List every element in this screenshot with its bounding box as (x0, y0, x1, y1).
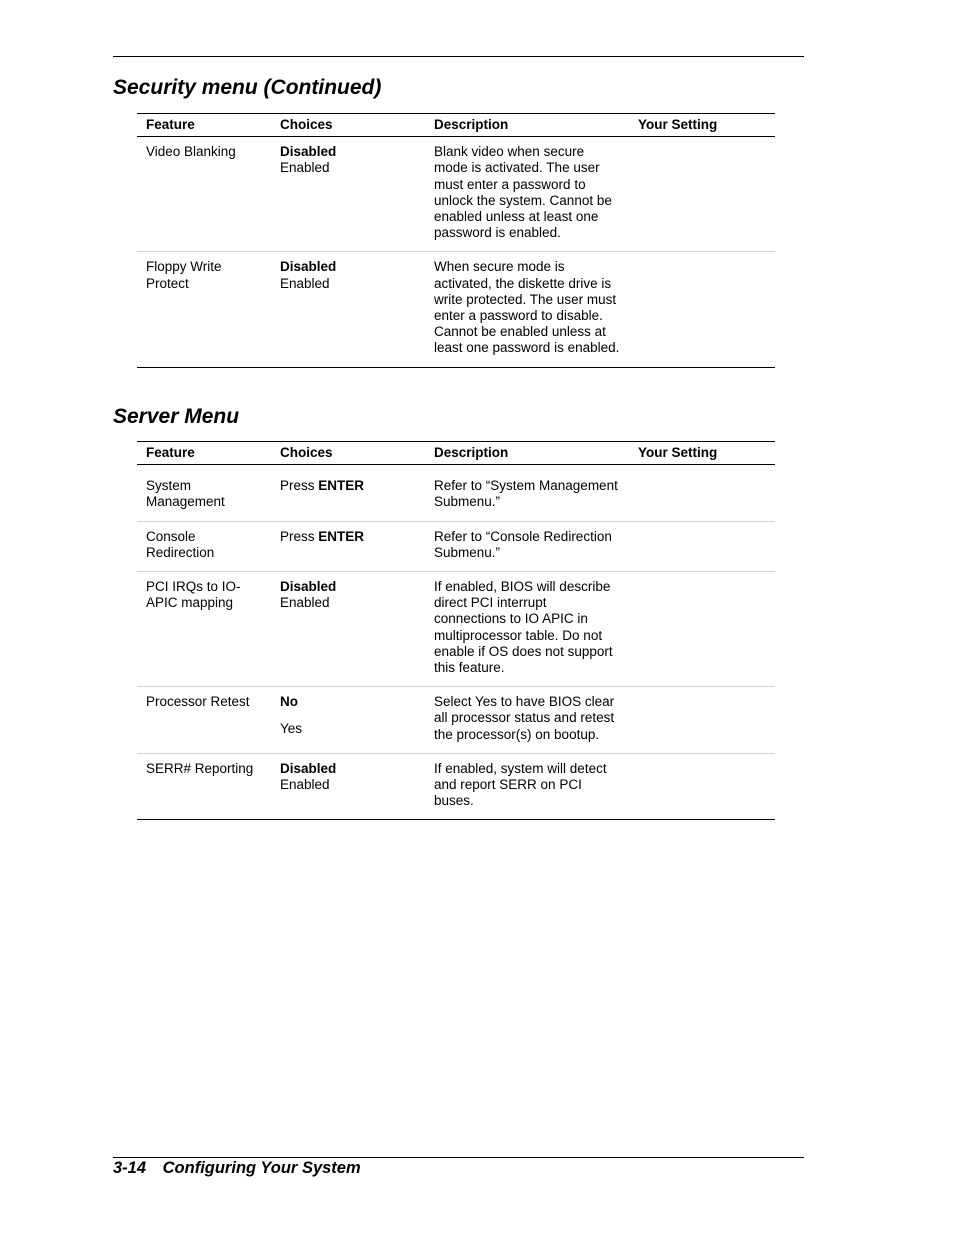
header-your-setting: Your Setting (629, 442, 775, 465)
table-row (137, 753, 775, 820)
table-header-row (137, 442, 775, 465)
choice-default: Disabled (280, 259, 337, 275)
feature-cell: Processor Retest (137, 687, 271, 754)
choices-cell (271, 572, 425, 687)
feature-cell: PCI IRQs to IO-APIC mapping (137, 572, 271, 687)
your-setting-cell (629, 521, 775, 571)
security-section-title: Security menu (Continued) (113, 76, 382, 99)
choice-prefix: Press (280, 528, 319, 544)
choice-default: Disabled (280, 579, 337, 595)
header-description: Description (425, 114, 629, 137)
description-cell: Blank video when secure mode is activated. The user must enter a password to unlock the system. Cannot be enabled unless at least one password is enabled. (434, 144, 612, 241)
choice-default: Disabled (280, 144, 337, 160)
choice-prefix: Press (280, 478, 319, 494)
server-table (137, 441, 775, 820)
choice-option: Enabled (280, 595, 330, 611)
choice-default: No (280, 694, 298, 710)
description-cell: Refer to “System Management Submenu.” (434, 478, 618, 510)
choices-cell (271, 687, 425, 754)
description-cell: Select Yes to have BIOS clear all processor status and retest the processor(s) on bootup. (425, 687, 629, 754)
header-your-setting: Your Setting (629, 114, 775, 137)
choices-cell (271, 465, 425, 521)
feature-cell: Video Blanking (146, 144, 236, 160)
description-cell: Refer to “Console Redirection Submenu.” (425, 521, 629, 571)
page-number: 3-14 (113, 1159, 147, 1177)
feature-cell: System Management (146, 478, 225, 510)
table-row (137, 572, 775, 687)
table-row (137, 252, 775, 367)
your-setting-cell (629, 252, 775, 367)
your-setting-cell (629, 687, 775, 754)
table-row (137, 521, 775, 571)
page-footer (113, 1158, 361, 1178)
your-setting-cell (629, 572, 775, 687)
your-setting-cell (629, 137, 775, 252)
choices-cell (271, 753, 425, 820)
description-cell: When secure mode is activated, the diskette drive is write protected. The user must enter a password to disable. Cannot be enabled unless at least one password is enabled. (425, 252, 629, 367)
choice-option: Yes (280, 721, 303, 737)
description-cell: If enabled, system will detect and report SERR on PCI buses. (425, 753, 629, 820)
table-header-row (137, 114, 775, 137)
choice-option: Enabled (280, 777, 330, 793)
description-cell: If enabled, BIOS will describe direct PCI interrupt connections to IO APIC in multiprocessor table. Do not enable if OS does not support this feature. (425, 572, 629, 687)
feature-cell: Console Redirection (137, 521, 271, 571)
your-setting-cell (629, 465, 775, 521)
security-table (137, 113, 775, 368)
choice-key: ENTER (318, 478, 365, 494)
choice-key: ENTER (318, 528, 365, 544)
your-setting-cell (629, 753, 775, 820)
choices-cell (271, 521, 425, 571)
choices-cell (271, 137, 425, 252)
feature-cell: SERR# Reporting (137, 753, 271, 820)
server-section-title: Server Menu (113, 405, 240, 428)
feature-cell: Floppy Write Protect (137, 252, 271, 367)
header-choices: Choices (271, 442, 425, 465)
choice-option: Enabled (280, 160, 330, 176)
choices-cell (271, 252, 425, 367)
header-feature: Feature (137, 114, 271, 137)
choice-default: Disabled (280, 760, 337, 776)
choice-option: Enabled (280, 275, 330, 291)
header-feature: Feature (137, 442, 271, 465)
header-description: Description (425, 442, 629, 465)
table-row (137, 137, 775, 252)
header-rule (113, 56, 804, 57)
table-row (137, 465, 775, 521)
header-choices: Choices (271, 114, 425, 137)
table-row (137, 687, 775, 754)
chapter-title: Configuring Your System (162, 1159, 361, 1177)
